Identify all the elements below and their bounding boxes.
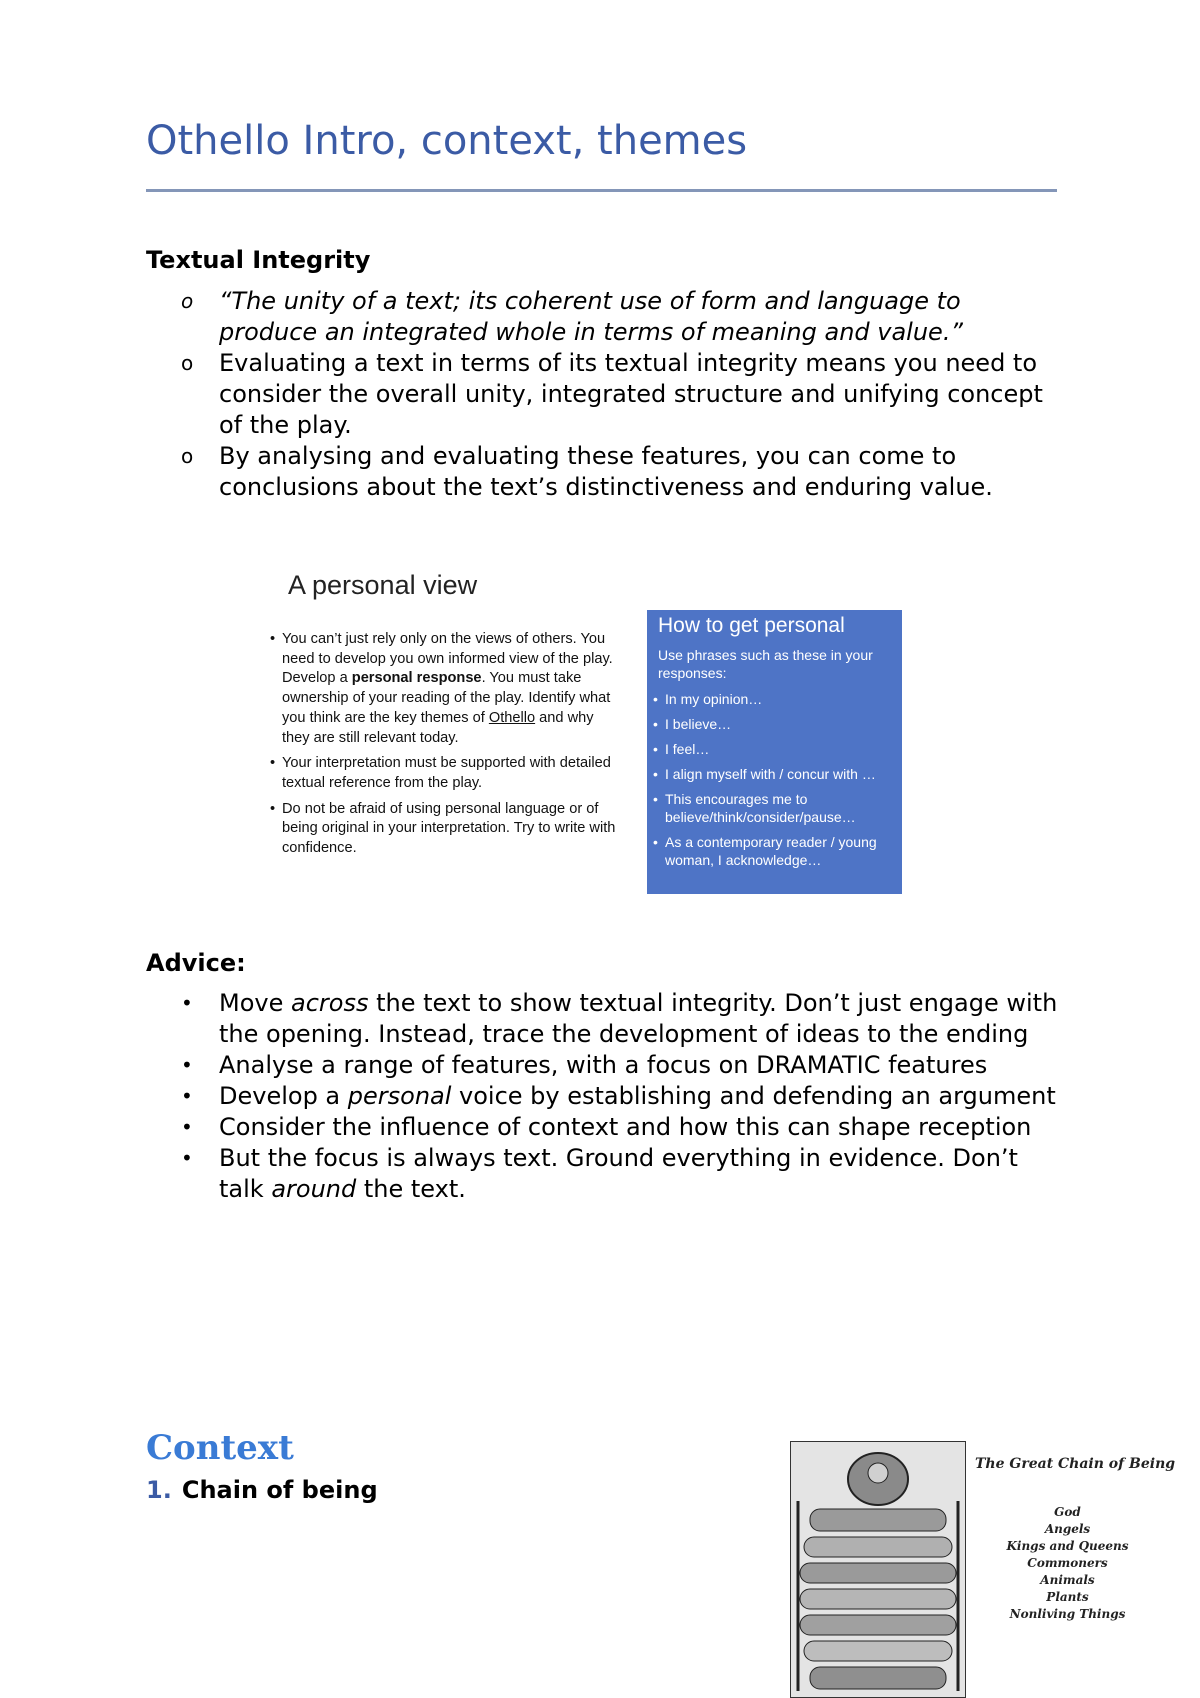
list-item xyxy=(146,286,1066,348)
chain-level: Angels xyxy=(1044,1522,1091,1536)
bullet-icon: • xyxy=(181,1115,193,1139)
great-chain-of-being-figure xyxy=(790,1441,1176,1698)
how-to-get-personal-box xyxy=(647,610,902,894)
phrase-item: • I believe… xyxy=(653,716,732,732)
box-subtitle: Use phrases such as these in your responses: xyxy=(658,647,873,681)
chain-level: Plants xyxy=(1046,1590,1089,1604)
slide-bullet: • Do not be afraid of using personal language or of being original in your interpretation. Try to write with confidence. xyxy=(270,800,616,857)
slide-bullet-list xyxy=(270,630,620,865)
list-item: o By analysing and evaluating these features, you can come to conclusions about the text’s distinctiveness and enduring value. xyxy=(181,442,993,501)
bullet-icon: • xyxy=(181,1084,193,1108)
bullet-icon: • xyxy=(653,834,658,850)
chain-levels-list xyxy=(975,1504,1160,1623)
chain-caption xyxy=(975,1456,1176,1623)
definition-quote: “The unity of a text; its coherent use of form and language to produce an integrated whole in terms of meaning and value.” xyxy=(219,287,963,346)
list-item: • Move across the text to show textual integrity. Don’t just engage with the opening. Instead, trace the development of ideas to the ending xyxy=(181,989,1058,1048)
phrase-item: • I feel… xyxy=(653,741,710,757)
list-item: o Evaluating a text in terms of its textual integrity means you need to consider the overall unity, integrated structure and unifying concept of the play. xyxy=(181,349,1043,439)
phrase-item: • In my opinion… xyxy=(653,691,763,707)
bullet-icon: • xyxy=(181,1053,193,1077)
chain-of-being-engraving xyxy=(790,1441,966,1698)
chain-title: The Great Chain of Being xyxy=(975,1456,1176,1472)
slide-bullet: • Your interpretation must be supported with detailed textual reference from the play. xyxy=(270,755,611,791)
list-item: • But the focus is always text. Ground everything in evidence. Don’t talk around the text. xyxy=(181,1144,1018,1203)
bullet-icon: • xyxy=(270,631,276,647)
slide-title: A personal view xyxy=(288,570,478,600)
advice-heading: Advice: xyxy=(146,949,246,977)
chain-level: Kings and Queens xyxy=(1006,1539,1129,1553)
bullet-icon: • xyxy=(270,800,276,817)
bullet-icon: • xyxy=(181,1146,193,1170)
bullet-icon: • xyxy=(181,991,193,1015)
circle-bullet-icon: o xyxy=(181,351,194,375)
bullet-icon: • xyxy=(653,741,658,757)
chain-level: Commoners xyxy=(1027,1556,1108,1570)
chain-level: Animals xyxy=(1040,1573,1095,1587)
box-title: How to get personal xyxy=(658,614,845,637)
list-item: • Develop a personal voice by establishing and defending an argument xyxy=(181,1082,1056,1110)
circle-bullet-icon: o xyxy=(181,444,194,468)
phrase-item: • This encourages me to believe/think/consider/pause… xyxy=(653,791,856,825)
chain-of-being-heading xyxy=(146,1476,378,1504)
personal-view-slide xyxy=(270,560,910,900)
chain-level: Nonliving Things xyxy=(1009,1607,1126,1621)
bullet-icon: • xyxy=(270,755,276,772)
context-heading: Context xyxy=(146,1428,294,1468)
page-title: Othello Intro, context, themes xyxy=(146,118,748,164)
chain-level: God xyxy=(1054,1505,1081,1519)
phrase-list xyxy=(653,690,899,876)
item-label: Chain of being xyxy=(181,1476,378,1504)
textual-integrity-list xyxy=(146,286,1066,503)
bullet-icon: • xyxy=(653,766,658,782)
phrase-item: • I align myself with / concur with … xyxy=(653,766,876,782)
circle-bullet-icon: o xyxy=(181,289,194,313)
bullet-icon: • xyxy=(653,791,658,807)
title-divider xyxy=(146,189,1057,192)
advice-list xyxy=(146,988,1066,1205)
list-item: • Consider the influence of context and how this can shape reception xyxy=(181,1113,1032,1141)
bullet-icon: • xyxy=(653,716,658,732)
slide-bullet: • You can’t just rely only on the views of others. You need to develop you own informed view of the play. Develop a personal response. You must take ownership of your reading of the play. Identify what you think are the key themes of Othello and why they are still relevant today. xyxy=(270,631,613,746)
list-item: • Analyse a range of features, with a focus on DRAMATIC features xyxy=(181,1051,988,1079)
bullet-icon: • xyxy=(653,691,658,707)
textual-integrity-heading: Textual Integrity xyxy=(146,246,371,274)
item-number: 1. xyxy=(146,1476,172,1504)
phrase-item: • As a contemporary reader / young woman, I acknowledge… xyxy=(653,834,877,868)
